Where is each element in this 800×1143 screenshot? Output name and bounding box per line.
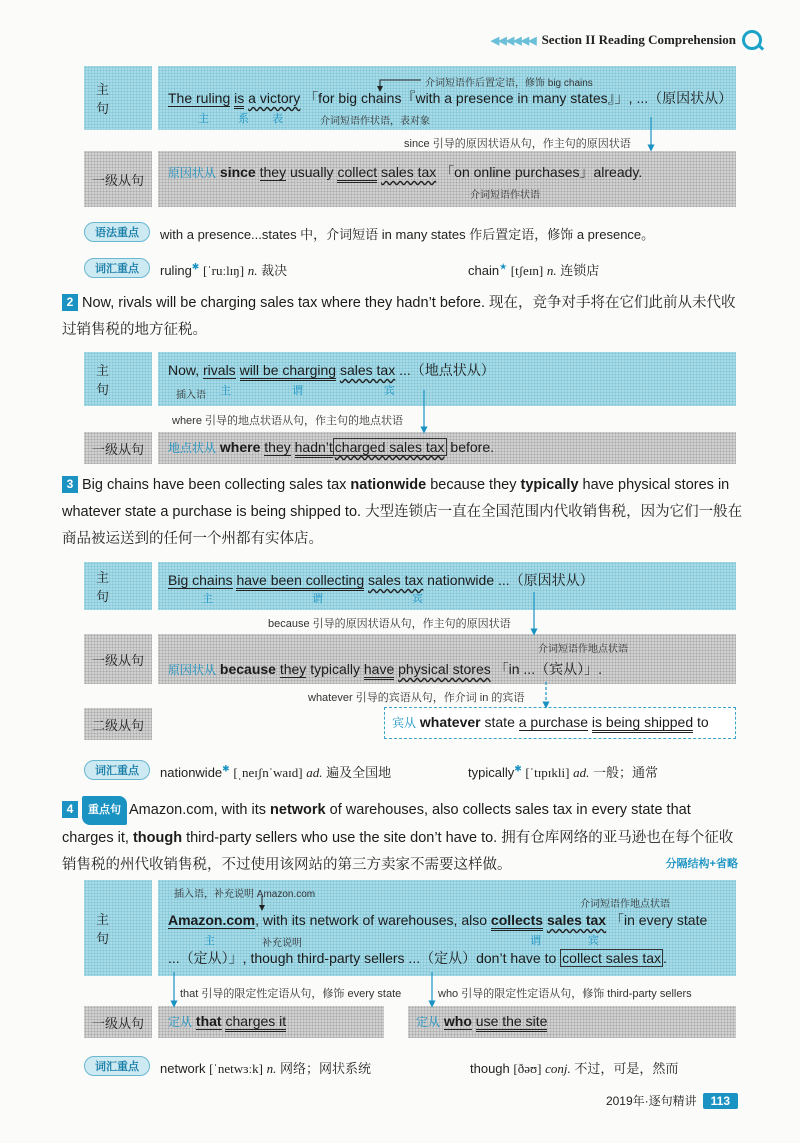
grammar-note-1: with a presence...states 中，介词短语 in many states 作后置定语，修饰 a presence。: [160, 227, 655, 242]
vocab-though: though [ðəʊ] conj. 不过，可是，然而: [470, 1061, 679, 1076]
sentence-number: 2: [62, 294, 78, 311]
label-main-clause-1: 主 句: [84, 66, 152, 130]
vocab-network: network [ˈnetwɜːk] n. 网络；网状系统: [160, 1061, 371, 1076]
label-sub-clause-2: 一级从句: [84, 432, 152, 464]
label-sub-clause-1: 一级从句: [84, 151, 152, 207]
structure-tip: 分隔结构+省略: [665, 858, 738, 870]
note-who-clause: who 引导的限定性定语从句，修饰 third-party sellers: [438, 988, 692, 1000]
label-sub-clause-level2: 二级从句: [84, 708, 152, 740]
chevrons-icon: ◀◀◀◀◀◀: [490, 34, 536, 47]
note-parenthesis-amazon: 插入语，补充说明 Amazon.com: [174, 889, 316, 900]
note-postpositive-attr: 介词短语作后置定语，修饰 big chains: [425, 78, 593, 89]
grammar-key-pill: 语法重点: [84, 222, 150, 242]
role-parenthesis: 插入语: [176, 390, 206, 401]
note-prep-adverbial-2: 介词短语作状语: [470, 190, 540, 201]
role-object-2: 宾: [384, 385, 395, 397]
note-prep-adverbial: 介词短语作状语，表对象: [320, 116, 430, 127]
sentence-number: 3: [62, 476, 78, 493]
page-number: 113: [703, 1093, 738, 1109]
note-where-clause: where 引导的地点状语从句，作主句的地点状语: [172, 415, 404, 427]
label-sub-clause-3: 一级从句: [84, 634, 152, 684]
sub-sentence-4b: 定从 who use the site: [416, 1013, 547, 1030]
note-place-adverbial-4: 介词短语作地点状语: [580, 899, 670, 910]
role-predicative: 表: [272, 113, 283, 125]
sentence-4: 4 重点句 Amazon.com, with its network of warehouses, also collects sales tax in every state that charges it, though third-party sellers who use the site don’t have to. 拥有仓库网络的亚马逊也在每个征收销售税的州代收销售税，不过使用该网站的第三方卖家不需要这样做。: [62, 796, 744, 879]
page-footer: [606, 1092, 738, 1109]
main-sentence-4-line2: ...（定从）」, though third-party sellers ...（定从）don’t have to collect sales tax .: [168, 950, 667, 966]
sub-sentence-3: 原因状从 because they typically have physical stores 「in ...（宾从）」.: [168, 659, 602, 679]
vocab-ruling: ruling✱ [ˈruːlɪŋ] n. 裁决: [160, 261, 288, 278]
sentence-3: 3 Big chains have been collecting sales tax nationwide because they typically have physical stores in whatever state a purchase is being shipped to. 大型连锁店一直在全国范围内代收销售税，因为它们一般在商品被运送到的任何一个州都有实体店。: [62, 477, 743, 547]
sub-sentence-4a: 定从 that charges it: [168, 1013, 286, 1030]
role-subject-2: 主: [220, 385, 231, 397]
running-header: [491, 30, 762, 50]
note-because-clause: because 引导的原因状语从句，作主句的原因状语: [268, 618, 511, 630]
main-sentence-2: Now, rivals will be charging sales tax ...（地点状从）: [168, 360, 495, 380]
magnifier-logo-icon: [742, 30, 762, 50]
section-title: Section II Reading Comprehension: [541, 32, 736, 47]
role-verb-2: 谓: [292, 385, 303, 397]
sentence-number: 4: [62, 801, 78, 818]
label-main-clause-2: 主 句: [84, 352, 152, 406]
role-subject-3: 主: [202, 593, 213, 605]
label-main-clause-4: 主 句: [84, 880, 152, 976]
label-sub-clause-4: 一级从句: [84, 1006, 152, 1038]
sentence-2: 2 Now, rivals will be charging sales tax where they hadn’t before. 现在，竞争对手将在它们此前从未代收过销售税的地方征税。: [62, 295, 736, 338]
vocab-key-pill-4: 词汇重点: [84, 1056, 150, 1076]
main-sentence-4-line1: Amazon.com, with its network of warehouses, also collects sales tax 「in every state: [168, 910, 707, 930]
sub-sentence-level2: 宾从 whatever state a purchase is being shipped to: [392, 714, 709, 731]
sub-sentence-2: 地点状从 where they hadn’t charged sales tax before.: [168, 439, 494, 456]
main-sentence-3: Big chains have been collecting sales tax nationwide ...（原因状从）: [168, 570, 594, 590]
note-since-clause: since 引导的原因状语从句，作主句的原因状语: [404, 138, 631, 150]
main-sentence-1: The ruling is a victory 「for big chains『with a presence in many states』」, ...（原因状从）: [168, 88, 732, 108]
vocab-key-pill-3: 词汇重点: [84, 760, 150, 780]
role-subject-4: 主: [204, 935, 215, 947]
footer-title: 2019年·逐句精讲: [605, 1094, 697, 1108]
label-main-clause-3: 主 句: [84, 562, 152, 610]
role-object-4: 宾: [588, 935, 599, 947]
role-verb-4: 谓: [530, 935, 541, 947]
note-that-clause: that 引导的限定性定语从句，修饰 every state: [180, 988, 402, 1000]
note-place-adverbial: 介词短语作地点状语: [538, 644, 628, 655]
vocab-nationwide: nationwide✱ [ˌneɪʃnˈwaɪd] ad. 遍及全国地: [160, 763, 392, 780]
role-verb-3: 谓: [312, 593, 323, 605]
note-supplement: 补充说明: [262, 938, 302, 949]
key-sentence-tag: 重点句: [82, 796, 127, 825]
sub-sentence-1: 原因状从 since they usually collect sales tax 「on online purchases」already.: [168, 162, 642, 182]
role-linking-verb: 系: [238, 113, 249, 125]
note-whatever-clause: whatever 引导的宾语从句，作介词 in 的宾语: [308, 692, 525, 704]
vocab-chain: chain★ [tʃeɪn] n. 连锁店: [468, 261, 600, 278]
vocab-typically: typically✱ [ˈtɪpɪkli] ad. 一般；通常: [468, 763, 658, 780]
role-subject: 主: [198, 113, 209, 125]
role-object-3: 宾: [412, 593, 423, 605]
vocab-key-pill-1: 词汇重点: [84, 258, 150, 278]
